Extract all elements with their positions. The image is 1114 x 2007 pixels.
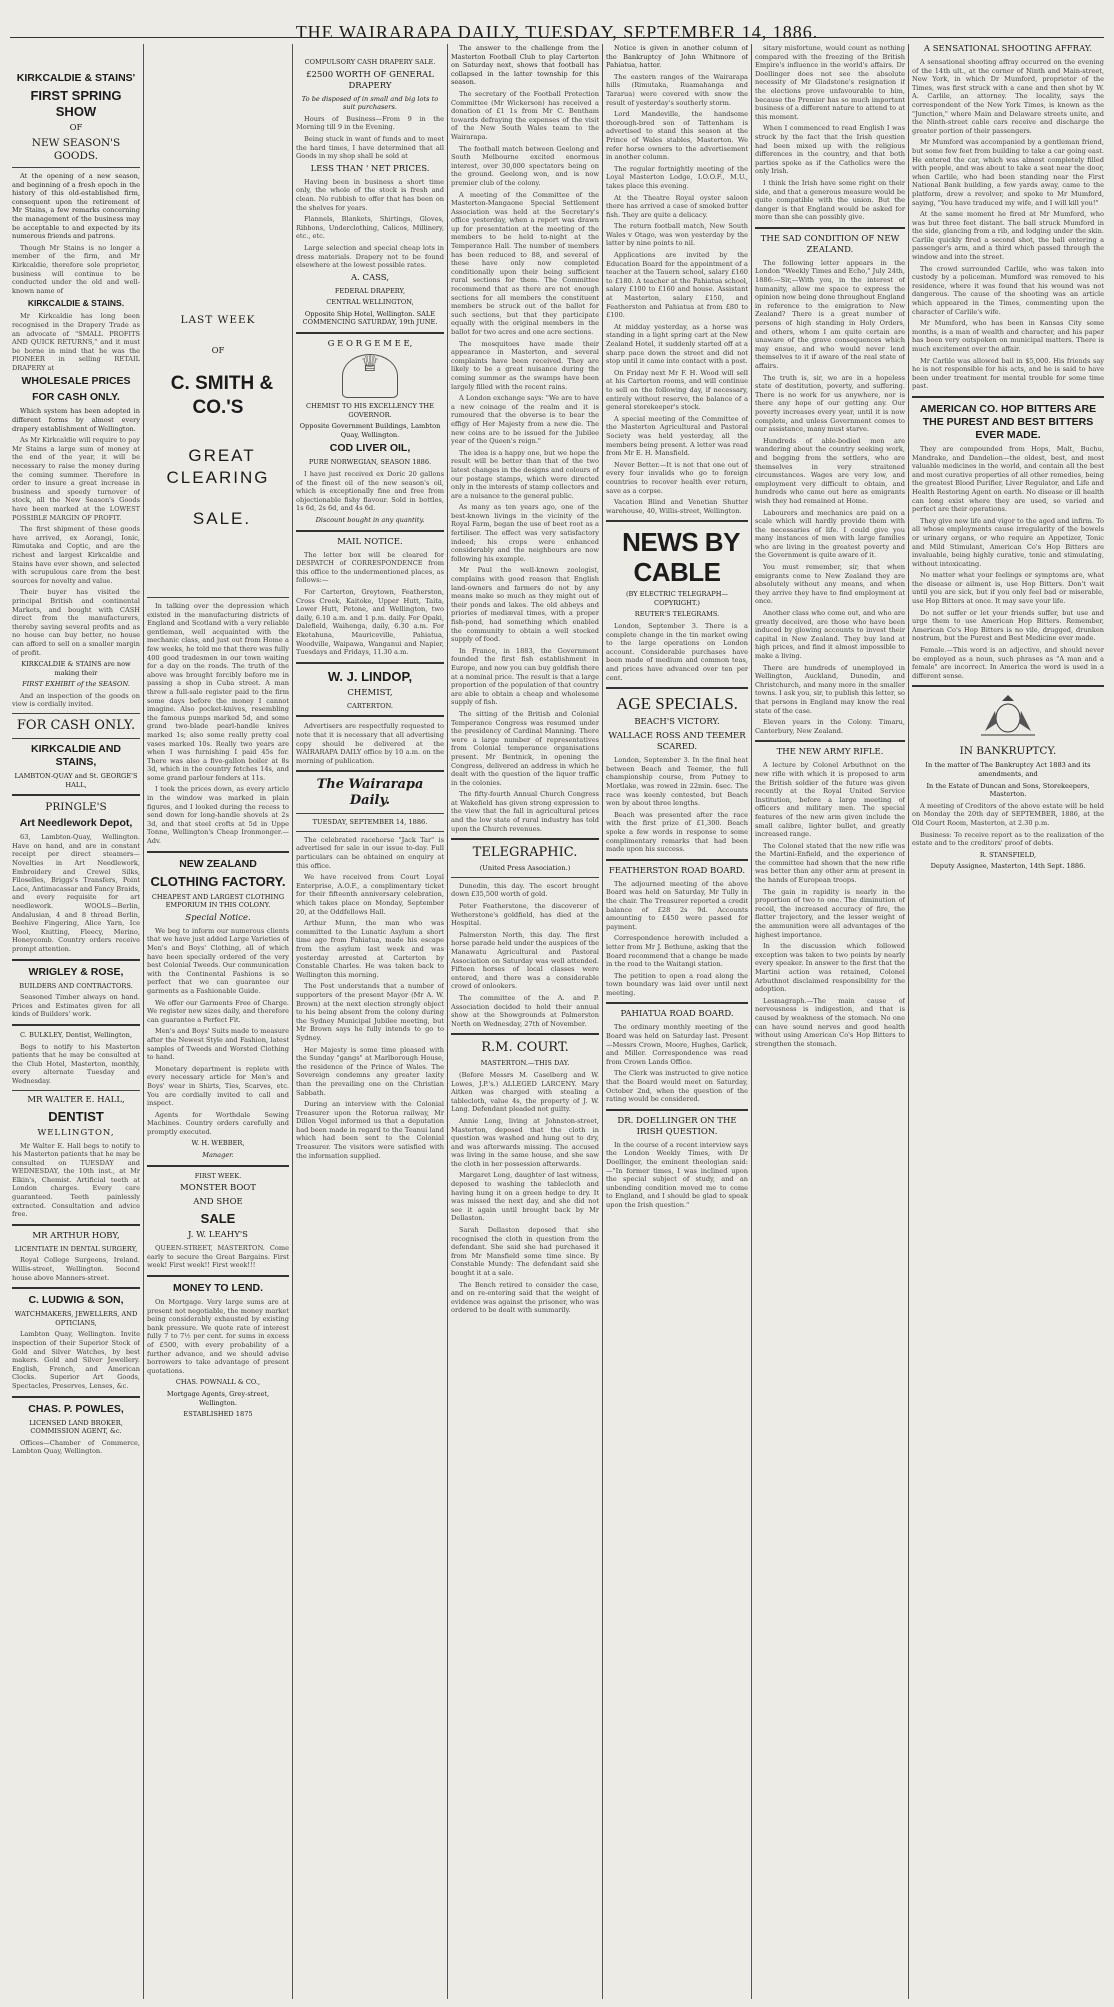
cash-only: FOR CASH ONLY. (32, 391, 120, 404)
wellington: WELLINGTON, (37, 1127, 115, 1138)
federal: FEDERAL DRAPERY, (334, 286, 406, 295)
kirk-name2: KIRKCALDIE & STAINS. (27, 298, 125, 309)
hoby: MR ARTHUR HOBY, (32, 1230, 120, 1241)
column-4: The answer to the challenge from the Masterton Football Club to play Carterton on Saturday next, shows that football has collapsed in the latter township for this season. The secretary of the Football Protection Committee (Mr Wickerson) has received a donation of £1 1s from Mr C. Bentham towards defraying the expenses of the visit of the New South Wales team to the Wairarapa. The football match between Geelong and South Melbourne excited enormous interest, over 30,000 spectators being on the ground. Geelong won, and is now premier club of the colony. A meeting of the Committee of the Masterton-Mangaone Special Settlement Association was held at the Secretary's office yesterday, when a report was drawn up for presentation at the meeting of the members to be held to-night at the Temperance Hall. The number of members has been reduced to 88, and several of these have only now completed conditionally upon their being sufficient rural sections for them. The Committee recommend that as there are not enough sections for all members the constituent members be struck out of the ballot for such sections, but that they participate equally with the original members in the ballot for two acres and one acre sections. The mosquitoes have made their appearance in Masterton, and several complaints have been received. They are likely to be a great nuisance during the coming summer as the swamps have been largely filled with the recent rains. A London exchange says: "We are to have a new coinage of the realm and it is rumoured that the obverse is to bear the effigy of Her Majesty from a new die. The new coins are to be issued for the Jubilee year of the Queen's reign." The idea is a happy one, but we hope the result will be better than that of the two latest changes in the designs and colours of our postage stamps, which were directed only in the interests of stamp collectors and are a nuisance to the general public. As many as ten years ago, one of the best-known livings in the vicinity of the Royal Farm, began the use of beet root as a fertiliser. The effect was very satisfactory indeed; his crops were enhanced considerably and the neighbours are now following his example. Mr Paul the well-known zoologist, complains with good reason that English land-owners and farmers do not by any means make so much as they might out of their ponds and lakes. The old abbeys and priories of mediæval times, with a proper fish-pond, had something which enabled the community to obtain a well stocked supply of food. In France, in 1883, the Government founded the first fish establishment in Europe, and now you can buy goldfish there at a nominal price. The result is that a large proportion of the population of that country are able to obtain a cheap and wholesome supply of fish. The sitting of the British and Colonial Temperance Congress was resumed under the presidency of Cardinal Manning. There were a large number of representatives from Colonial temperance organisations present. Mr Bentnick, in opening the Congress, delivered an address in which he dealt with the question of the liquor traffic in the colonies. The fifty-fourth Annual Church Congress at Wakefield has given strong expression to the view that the fall in agricultural prices and the low state of rural industry has told upon the Church revenues. TELEGRAPHIC. (United Press Association.) Dunedin, this day. The escort brought down £35,500 worth of gold. Peter Featherstone, the discoverer of Wetherstone's goldfield, has died at the Hospital. Palmerston North, this day. The first horse parade held under the auspices of the Manawatu Agricultural and Pastoral Association on Saturday was well attended. Fifteen horses of local classes were entered, and there was a considerable crowd of onlookers. The committee of the A. and P. Association decided to hold their annual show at the Showgrounds at Palmerston North on Wednesday, 27th of November. R.M. COURT. MASTERTON.—THIS DAY. (Before Messrs M. Caselberg and W. Lowes, J.P.'s.) ALLEGED LARCENY. Mary Aitken was charged with stealing a tablecloth, value 4s, the property of J. W. Lang. Defendant pleaded not guilty. Annie Long, living at Johnston-street, Masterton, deposed that the cloth in question was washed and hung out to dry, and was afterwards missing. The accused was living in the same house, and she saw the cloth in her possession afterwards. Margaret Long, daughter of last witness, deposed to washing the tablecloth and having hung it on a green hedge to dry. It was missed the next day, and she did not see it again until brought back by Mr Dellaston. Sarah Dellaston deposed that she recognised the cloth in question from the defendant. She said she had purchased it from Mr Mansfield some time since. By Constable Mundy: The defendant said she bought it at a sale. The Bench retired to consider the case, and on re-entering said that the weight of evidence was against the prisoner, who was ordered to be dealt with summarily. (451, 44, 599, 1315)
cod-liver-oil: COD LIVER OIL, (329, 442, 411, 455)
wholesale: WHOLESALE PRICES (21, 375, 131, 388)
deputy-assignee: Deputy Assignee, Masterton, 14th Sept. 1886. (930, 862, 1086, 871)
col4-intro: The answer to the challenge from the Masterton Football Club to play Carterton on Saturday next, shows that football has collapsed in the latter township for this season. (451, 44, 599, 87)
lewis: C. LUDWIG & SON, (28, 1294, 124, 1307)
column-divider (751, 44, 752, 1999)
masthead (0, 0, 1114, 40)
rm-sub: MASTERTON.—THIS DAY. (480, 1059, 570, 1068)
sensational: A SENSATIONAL SHOOTING AFFRAY. (923, 44, 1093, 54)
kirk-goods: NEW SEASON'S GOODS. (31, 137, 121, 162)
rm-court: R.M. COURT. (481, 1040, 569, 1056)
watchmakers: WATCHMAKERS, JEWELLERS, AND OPTICIANS, (14, 1310, 138, 1327)
royal-arms-icon (973, 693, 1043, 739)
news-by-cable: NEWS BY CABLE (622, 527, 740, 588)
wallace-ross: WALLACE ROSS AND TEEMER SCARED. (608, 731, 746, 753)
for-cash: FOR CASH ONLY. (16, 718, 136, 734)
pahiatua-rb: PAHIATUA ROAD BOARD. (620, 1009, 734, 1020)
dateline: TUESDAY, SEPTEMBER 14, 1886. (312, 818, 428, 827)
kirk-body: At the opening of a new season, and beginning of a fresh epoch in the history of this old-established firm, consequent upon the retirement of Mr Stains, a few remarks concerning the management of the business may be acceptable to and expected by its numerous friends and patrons. (12, 172, 140, 241)
webber: W. H. WEBBER, (191, 1139, 245, 1148)
wrigley: WRIGLEY & ROSE, (28, 965, 124, 978)
masthead-rule (10, 37, 1104, 38)
column-7: A SENSATIONAL SHOOTING AFFRAY. A sensational shooting affray occurred on the evening of the 14th ult., at the corner of Ninth and Main-street, New York, in which Dr Mumford, proprietor of the Times, was first struck with a cane and then shot by W. A. Carlile, an attorney. The locality, says the correspondent of the New York Times, is known as the "Junction," where Main and Delaware streets unite, and the Ninth-street cable cars receive and discharge the greater portion of their passengers. Mr Mumford was accompanied by a gentleman friend, but some few feet from building to take a car going east. He entered the car, which was almost completely filled with people, and was about to take a seat near the door, when Carlile, who had been standing near the First National Bank building, a few yards away, came to the platform, drew a revolver, and spoke to Mr Mumford, saying, "You have traduced my wife, and I will kill you!" At the same moment he fired at Mr Mumford, who was but three feet distant. The ball struck Mumford in the side, glancing from a rib, and lodging under the skin. Carlile quickly fired a second shot, the ball entering a passenger's arm, and a third which passed through the window and into the street. The crowd surrounded Carlile, who was taken into custody by a policeman. Mumford was removed to his residence, where it was found that his wound was not dangerous. The cause of the shooting was an article which appeared in the Times, commenting upon the character of Carlile's wife. Mr Mumford, who has been in Kansas City some months, is a man of wealth and character, and his paper has been very outspoken on municipal matters. There is much excitement over the affair. Mr Carlile was allowed bail in $5,000. His friends say he is not responsible for his acts, and he is said to have been under treatment for mental trouble for some time past. AMERICAN CO. HOP BITTERS ARE THE PUREST AND BEST BITTERS EVER MADE. They are compounded from Hops, Malt, Buchu, Mandrake, and Dandelion—the oldest, best, and most valuable medicines in the world, and contain all the best and most curative properties of all other remedies, being the greatest Blood Purifier, Liver Regulator, and Life and Health Restoring Agent on earth. No disease or ill health can long exist where they are used, so varied and perfect are their operations. They give new life and vigor to the aged and infirm. To all whose employments cause irregularity of the bowels or urinary organs, or who require an Appetizer, Tonic and Mild Stimulant, American Co's Hop Bitters are invaluable, being highly curative, tonic and stimulating, without intoxicating. No matter what your feelings or symptoms are, what the disease or ailment is, use Hop Bitters. Don't wait until you are sick, but if you only feel bad or miserable, use Hop Bitters at once. It may save your life. Do not suffer or let your friends suffer, but use and urge them to use American Hop Bitters. Remember, American Co's Hop Bitters is no vile, drugged, drunken nostrum, but the Purest and Best Medicine ever made. Female.—This word is an adjective, and should never be employed as a noun, such phrases as "A man and a female" are incorrect. In America the word is used in a different sense. IN BANKRUPTCY. In the matter of The Bankruptcy Act 1883 and its amendments, and In the Estate of Duncan and Sons, Storekeepers, Masterton. A meeting of Creditors of the above estate will be held on Monday the 20th day of SEPTEMBER, 1886, at the Old Court Room, Masterton, at 2.30 p.m. Business: To receive report as to the realization of the estate and to the creditors' proof of debts. R. STANSFIELD, Deputy Assignee, Masterton, 14th Sept. 1886. (912, 44, 1104, 871)
less-than: LESS THAN ' NET PRICES. (310, 163, 430, 174)
sad-condition: THE SAD CONDITION OF NEW ZEALAND. (760, 233, 900, 255)
central: CENTRAL WELLINGTON, (326, 298, 414, 307)
sale-title: SALE. (192, 509, 252, 528)
art-needlework: Art Needlework Depot, (19, 817, 133, 830)
pure-norwegian: PURE NORWEGIAN, SEASON 1886. (308, 458, 432, 467)
manager: Manager. (202, 1151, 234, 1160)
builders: BUILDERS AND CONTRACTORS. (19, 981, 133, 990)
last-week: LAST WEEK (180, 314, 256, 326)
wairarapa-daily: The Wairarapa Daily. (316, 777, 424, 809)
special-notice: Special Notice. (185, 912, 251, 923)
bankruptcy-matter: In the matter of The Bankruptcy Act 1883 and its amendments, and (925, 761, 1091, 778)
bankruptcy-estate: In the Estate of Duncan and Sons, Storekeepers, Masterton. (926, 781, 1090, 799)
column-divider (292, 44, 293, 1999)
stansfield: R. STANSFIELD, (979, 850, 1037, 859)
money-to-lend: MONEY TO LEND. (172, 1282, 264, 1295)
licentiate: LICENTIATE IN DENTAL SURGERY, (14, 1244, 138, 1253)
first-exhibit: FIRST EXHIBIT of the SEASON. (22, 680, 130, 689)
kirk-title: KIRKCALDIE & STAINS' (16, 72, 136, 84)
reuter: REUTER'S TELEGRAMS. (634, 610, 720, 619)
chemist-to: CHEMIST TO HIS EXCELLENCY THE GOVERNOR. (306, 402, 434, 419)
column-5: Notice is given in another column of the Bankruptcy of John Whitmore of Pahiatua, hatter. The eastern ranges of the Wairarapa hills (Rimutaka, Ruamahanga and Tararua) were covered with snow the result of yesterday's southerly storm. Lord Mandeville, the handsome thorough-bred son of Tattenham is advertised to stand this season at the Prince of Wales stables, Masterton. We refer horse owners to the advertisement in another column. The regular fortnightly meeting of the Loyal Masterton Lodge, I.O.O.F., M.U., takes place this evening. At the Theatre Royal oyster saloon there has arrived a case of smoked butter fish. They are quite a delicacy. The return football match, New South Wales v Otago, was won yesterday by the latter by nine points to nil. Applications are invited by the Education Board for the appointment of a teacher at the Tauern school, salary £160 to £180. A teacher at the Pahiatua school, salary £100 to £160 and house. Assistant at Masterton, salary £150, and Featherston and Pahiatua at from £80 to £100. At midday yesterday, as a horse was standing in a light spring cart at the New Zealand Hotel, it suddenly started off at a sharp pace down the street and did not stop until it came into contact with a post. On Friday next Mr F. H. Wood will sell at his Carterton rooms, and will continue to sell on the following day, if necessary, entirely without reserve, the balance of a general storekeeper's stock. A special meeting of the Committee of the Masterton Agricultural and Pastoral Society was held yesterday, all the members being present. A letter was read from Mr E. H. Mansfield. Never Better.—It is not that one out of every four invalids who go to foreign countries to recover health ever return, save as a corpse. Vacation Blind and Venetian Shutter warehouse, 40, Willis-street, Wellington. NEWS BY CABLE (BY ELECTRIC TELEGRAPH—COPYRIGHT.) REUTER'S TELEGRAMS. London, September 3. There is a complete change in the tin market owing to the large operations on London account. Considerable purchases have been made of medium and common teas, and prices have advanced over ten per cent. AGE SPECIALS. BEACH'S VICTORY. WALLACE ROSS AND TEEMER SCARED. London, September 3. In the final heat between Beach and Teemer, the full championship course, from Putney to Mortlake, was rowed in 22min. 6sec. The race was keenly contested, but Beach won by about three lengths. Beach was presented after the race with the first prize of £1,300. Beach spoke a few words in response to some complimentary remarks that had been made upon his success. FEATHERSTON ROAD BOARD. The adjourned meeting of the above Board was held on Saturday, Mr Tully in the chair. The Treasurer reported a credit balance of £28 2s 9d. Accounts amounting to £450 were passed for payment. Correspondence herewith included a letter from Mr J. Bethune, asking that the Board recommend that a change be made in the road to the Waitangi station. The petition to open a road along the town boundary was laid over until next meeting. PAHIATUA ROAD BOARD. The ordinary monthly meeting of the Board was held on Saturday last. Present—Messrs Crown, Moore, Hughes, Garlick, and Miller. Correspondence was read from Crown Lands Office. The Clerk was instructed to give notice that the Board would meet on Saturday, October 2nd, when the question of the rating would be considered. DR. DOELLINGER ON THE IRISH QUESTION. In the course of a recent interview says the London Weekly Times, with Dr Doellinger, the eminent theologian said:—"In former times, I was inclined upon the special subject of study, and an unbending condition moved me to come to England, and I should be glad to speak upon the Irish question." (606, 44, 748, 1209)
column-divider (143, 44, 144, 1999)
bulkley: C. BULKLEY, Dentist, Wellington, (20, 1030, 132, 1039)
established: ESTABLISHED 1875 (183, 1410, 253, 1419)
column-divider (602, 44, 603, 1999)
first-week: FIRST WEEK. (194, 1171, 242, 1180)
hall-name: MR WALTER E. HALL, (27, 1094, 125, 1105)
masthead-title: THE WAIRARAPA DAILY, TUESDAY, SEPTEMBER 14, 1886. (295, 22, 819, 42)
royal-crest-icon (342, 354, 398, 398)
powles-sub: LICENSED LAND BROKER, COMMISSION AGENT, &c. (29, 1418, 123, 1436)
cass: A. CASS, (350, 272, 390, 283)
powles: CHAS. P. POWLES, (28, 1402, 124, 1415)
column-1: KIRKCALDIE & STAINS' FIRST SPRING SHOW OF NEW SEASON'S GOODS. At the opening of a new season, and beginning of a fresh epoch in the history of this old-established firm, consequent upon the retirement of Mr Stains, a few remarks concerning the management of the business may be acceptable to and expected by its numerous friends and patrons. Though Mr Stains is no longer a member of the firm, and Mr Kirkcaldie, therefore sole proprietor, business will continue to be conducted under the old and well-known name of KIRKCALDIE & STAINS. Mr Kirkcaldie has long been recognised in the Drapery Trade as an advocate of "SMALL PROFITS AND QUICK RETURNS," and it must be borne in mind that he was the PIONEER in selling RETAIL DRAPERY at WHOLESALE PRICES FOR CASH ONLY. Which system has been adopted in different forms by almost every drapery establishment of Wellington. As Mr Kirkcaldie will require to pay Mr Stains a large sum of money at the end of the year, it will be necessary to raise the money during the coming summer. Therefore in order to insure a great increase in business and speedy turnover of stock, all the New Season's Goods have been marked at the LOWEST POSSIBLE MARGIN OF PROFIT. The first shipment of these goods have arrived, ex Aorangi, Ionic, Rimutaka and Coptic, and are the richest and largest Kirkcaldie and Stains have ever shown, and selected with scrupulous care from the best sources for novelty and value. Their buyer has visited the principal British and continental Markets, and bought with CASH direct from the manufacturers, thereby saving several profits and as no house can buy better, no house can afford to sell on a smaller margin of profit. KIRKCALDIE & STAINS are now making their FIRST EXHIBIT of the SEASON. And an inspection of the goods on view is cordially invited. FOR CASH ONLY. KIRKCALDIE AND STAINS, LAMBTON-QUAY and St. GEORGE'S HALL, PRINGLE'S Art Needlework Depot, 63, Lambton-Quay, Wellington. Have on hand, and are in constant receipt per direct steamers— Novelties in Art Needlework, Embroidery and Crewel Silks, Filoselles, Briggs's Transfers, Point Lace, Antimacassar and Fancy Braids, and every requisite for art needlework. WOOLS—Berlin, Andalusian, 4 and 8 thread Berlin, Beehive Fingering, Alice Yarn, Ice Wool, Knitting, Fleecy, Merino, Honeycomb. Country orders receive prompt attention. WRIGLEY & ROSE, BUILDERS AND CONTRACTORS. Seasoned Timber always on hand. Prices and Estimates given for all kinds of Builders' work. C. BULKLEY, Dentist, Wellington, Begs to notify to his Masterton patients that he may be consulted at the Club Hotel, Masterton, monthly, every alternate Tuesday and Wednesday. MR WALTER E. HALL, DENTIST WELLINGTON, Mr Walter E. Hall begs to notify to his Masterton patients that he may be consulted on TUESDAY and WEDNESDAY, the 10th inst., at Mr Elkin's, Chemist. Artificial teeth at London charges. Every care guaranteed. Teeth painlessly extracted. Consultation and advice free. MR ARTHUR HOBY, LICENTIATE IN DENTAL SURGERY, Royal College Surgeons, Ireland. Willis-street, Wellington. Second house above Manners-street. C. LUDWIG & SON, WATCHMAKERS, JEWELLERS, AND OPTICIANS, Lambton Quay, Wellington. Invite inspection of their Superior Stock of Gold and Silver Watches, by best makers. Gold and Silver Jewellery. English, French, and American Clocks. Superior Art Goods, Spectacles, Preserves, Lenses, &c. CHAS. P. POWLES, LICENSED LAND BROKER, COMMISSION AGENT, &c. Offices—Chamber of Commerce, Lambton Quay, Wellington. (12, 72, 140, 1456)
doellinger: DR. DOELLINGER ON THE IRISH QUESTION. (617, 1115, 737, 1137)
mail-notice: MAIL NOTICE. (337, 536, 403, 547)
american-hop-bitters: AMERICAN CO. HOP BITTERS ARE THE PUREST AND BEST BITTERS EVER MADE. (919, 402, 1097, 441)
column-2: LAST WEEK OF C. SMITH & CO.'S GREAT CLEARING SALE. In talking over the depression which existed in the manufacturing districts of England and Scotland with a very reliable gentleman, well acquainted with the mechanic class, and just out from Home a few weeks, he told me that there was fully 400 good tradesmen in our town waiting for a day on the roads. The truth of the above was brought forcibly before me in passing a shop in Cuba street. A man threw a full-sale register paid to the firm some days before the money I cannot imagine. Also pocket-knives, resembling the famous pumps marked 5d, and some grand two-blade pearl-handle knives marked 1s; also some really pretty coal vases marked 10s. Really two years are when I was furnishing I paid 45s for. There was also a five-gallon boiler at 8s 3d, which in the country fetches 14s, and some grand parlour fenders at 11s. I took the prices down, as every article in the window was marked in plain figures, and I looked during the recess to send down for long-handle shovels at 2s 3d, and that steel crofts at 5d in Uppe Tonne, Wellington's Cheap Ironmonger.—Adv. NEW ZEALAND CLOTHING FACTORY. CHEAPEST AND LARGEST CLOTHING EMPORIUM IN THIS COLONY. Special Notice. We beg to inform our numerous clients that we have just added Large Varieties of Men's and Boys' Clothing, all of which have been specially ordered of the very best Colonial Tweeds. Our communication with the Continental Fashions is so perfect that we can guarantee our garments as a Fashionable Guide. We offer our Garments Free of Charge. We register new sizes daily, and therefore can guarantee a Perfect Fit. Men's and Boys' Suits made to measure after the Newest Style and Fashion, latest samples of Tweeds and Worsted Clothing to hand. Monetary department is replete with every necessary article for Men's and Boys' wear in Shirts, Ties, Scarves, etc. You are cordially invited to call and inspect. Agents for Worthdale Sewing Machines. Country orders carefully and promptly executed. W. H. WEBBER, Manager. FIRST WEEK. MONSTER BOOT AND SHOE SALE J. W. LEAHY'S QUEEN-STREET, MASTERTON. Come early to secure the Great Bargains. First week! First week!! First week!!! MONEY TO LEND. On Mortgage. Very large sums are at present not negotiable, the money market being considerably exhausted by existing bank pressure. We quote rate of interest fully 7 to 7½ per cent. for sums in excess of £500, with every probability of a further advance, and we should advise borrowers to take advantage of present quotations. CHAS. POWNALL & CO., Mortgage Agents, Grey-street, Wellington. ESTABLISHED 1875 (147, 314, 289, 1419)
lindop-chemist: CHEMIST, (347, 687, 393, 698)
dentist: DENTIST (48, 1108, 104, 1124)
column-6: sitary misfortune, would count as nothing compared with the freezing of the British Empire's influence in the world's affairs. Dr Doellinger does not see the absolute necessity of Mr Gladstone's resignation if the elections prove unfavourable to him, because the Premier has so much important business of a different nature to attend to at this moment. When I commenced to read English I was struck by the fact that the Irish question had been mixed up with the religious differences in the country, and that both parties spoke as if the Catholics were the only Irish. I think the Irish have some right on their side, and that a generous measure would be quite compatible with the union. But the danger is that England would be asked for more than she can possibly give. THE SAD CONDITION OF NEW ZEALAND. The following letter appears in the London "Weekly Times and Echo," July 24th, 1886:—Sir,—With you, in the interest of humanity, allow me space to express the opinion now being done throughout England in reference to the emigration to New Zealand? There is a great number of persons of high standing in Holy Orders, and others, whom I am quite certain are unaware of the grave consequences which may ensue, and who would never lend themselves to it if aware of the real state of affairs. The truth is, sir, we are in a hopeless state of destitution, poverty, and suffering. There is no work for us anywhere, nor is there any hope of our getting any. Our poverty increases every year, until it is now complete, and unless Government comes to our assistance, many must starve. Hundreds of able-bodied men are wandering about the country seeking work, and begging from the settlers, who are themselves in very straitened circumstances. Wages are very low, and employment very difficult to obtain, and hundreds who came out here as emigrants wish they had remained at Home. Labourers and mechanics are paid on a scale which will hardly provide them with the necessaries of life. I could give you many instances of men with large families who are living in the greatest poverty and the Government is quite aware of it. You must remember, sir, that when emigrants come to New Zealand they are absolutely without any means, and when they arrive they have to find employment at once. Another class who come out, and who are greatly deceived, are those who have been induced by glowing accounts to invest their capital in New Zealand. They buy land at high prices, and find it almost impossible to make a living. There are hundreds of unemployed in Wellington, Auckland, Dunedin, and Christchurch, and many more in the smaller towns. I ask you, sir, to publish this letter, so that persons in England may know the real state of the case. Eleven years in the Colony. Timaru, Canterbury, New Zealand. THE NEW ARMY RIFLE. A lecture by Colonel Arbuthnot on the new rifle with which it is proposed to arm the British soldier of the future was given recently at the Royal United Service Institution, before a large meeting of officers and military men. The special features of the new arm given include the small calibre, lighter bullet, and greatly increased range. The Colonel stated that the new rifle was the Martini-Enfield, and the experience of the committee had shown that the new rifle was better than any other arm at present in the hands of European troops. The gain in rapidity is nearly in the proportion of two to one. The diminution of recoil, the increased accuracy of fire, the flatter trajectory, and the lesser weight of the ammunition were all advantages of the highest importance. In the discussion which followed exception was taken to two points by nearly every speaker. In answer to the first that the Martini action was retained, Colonel Arbuthnot disclaimed responsibility for the adoption. Lesmagraph.—The main cause of nervousness is indigestion, and that is caused by weakness of the stomach. No one can have sound nerves and good health without using American Co's Hop Bitters to strengthen the stomach. (755, 44, 905, 1048)
column-divider (447, 44, 448, 1999)
bankruptcy: IN BANKRUPTCY. (959, 745, 1057, 758)
lindop-carterton: CARTERTON. (347, 701, 393, 710)
cheapest: CHEAPEST AND LARGEST CLOTHING EMPORIUM IN THIS COLONY. (151, 892, 285, 910)
beach-victory: BEACH'S VICTORY. (634, 717, 720, 728)
kirk-body2: Which system has been adopted in different forms by almost every drapery establishment of Wellington. (12, 407, 140, 433)
sale2: SALE (200, 1211, 236, 1227)
col5-intro: Notice is given in another column of the Bankruptcy of John Whitmore of Pahiatua, hatter. (606, 44, 748, 70)
pringle: PRINGLE'S (45, 801, 107, 814)
column-divider (908, 44, 909, 1999)
pownall: CHAS. POWNALL & CO., (175, 1378, 261, 1387)
george-mee: G E O R G E M E E, (327, 339, 413, 350)
kirk-final: KIRKCALDIE AND STAINS, (30, 743, 122, 769)
lindop: W. J. LINDOP, (327, 668, 413, 684)
telegraphic: TELEGRAPHIC. (472, 845, 578, 861)
compulsory: COMPULSORY CASH DRAPERY SALE. (304, 58, 436, 66)
united-press: (United Press Association.) (479, 864, 571, 873)
featherston-rb: FEATHERSTON ROAD BOARD. (608, 865, 746, 876)
clothing-title: CLOTHING FACTORY. (150, 873, 286, 889)
worth: £2500 WORTH OF GENERAL DRAPERY (306, 69, 434, 91)
nz-title: NEW ZEALAND (179, 857, 257, 870)
column-3: COMPULSORY CASH DRAPERY SALE. £2500 WORTH OF GENERAL DRAPERY To be disposed of in small and big lots to suit purchasers. Hours of Business—From 9 in the Morning till 9 in the Evening. Being stuck in want of funds and to meet the hard times, I have determined that all Goods in my shop shall be sold at LESS THAN ' NET PRICES. Having been in business a short time only, the whole of the stock is fresh and clean. No rubbish to offer that has been on the shelves for years. Flannels, Blankets, Shirtings, Gloves, Ribbons, Underclothing, Calicos, Millinery, etc., etc. Large selection and special cheap lots in dress materials. Drapery not to be found elsewhere at the lowest possible rates. A. CASS, FEDERAL DRAPERY, CENTRAL WELLINGTON, Opposite Ship Hotel, Wellington. SALE COMMENCING SATURDAY, 19th JUNE. G E O R G E M E E, ♕ CHEMIST TO HIS EXCELLENCY THE GOVERNOR. Opposite Government Buildings, Lambton Quay, Wellington. COD LIVER OIL, PURE NORWEGIAN, SEASON 1886. I have just received ex Doric 20 gallons of the finest oil of the new season's oil, which is exceptionally fine and free from objectionable fishy flavour. Sold in bottles, 1s 6d, 2s 6d, and 4s 6d. Discount bought in any quantity. MAIL NOTICE. The letter box will be cleared for DESPATCH of CORRESPONDENCE from this office to the undermentioned places, as follows:— For Carterton, Greytown, Featherston, Cross Creek, Kaitoke, Upper Hutt, Taita, Lower Hutt, Petone, and Wellington, two daily, 6.10 a.m. and 1 p.m. daily. For Opaki, Dalefield, Waihenga, daily, 6.30 a.m. For Eketahuna, Mauriceville, Pahiatua, Woodville, Waipawa, Wanganui and Napier, Tuesdays and Fridays, 11.30 a.m. W. J. LINDOP, CHEMIST, CARTERTON. Advertisers are respectfully requested to note that it is necessary that all advertising copy should be delivered at the WAIRARAPA DAILY office by 10 a.m. on the morning of publication. The Wairarapa Daily. TUESDAY, SEPTEMBER 14, 1886. The celebrated racehorse "Jack Tar" is advertised for sale in our issue to-day. Full particulars can be obtained on enquiry at this office. We have received from Court Loyal Enterprise, A.O.F., a complimentary ticket for their fifteenth anniversary celebration, which takes place on Monday, September 20, at the Oddfellows Hall. Arthur Munn, the man who was committed to the Lunatic Asylum a short time ago from Pahiatua, made his escape from the asylum last week and was yesterday arrested at Carterton by Constable Charles. He was taken back to Wellington this morning. The Post understands that a number of supporters of the present Mayor (Mr A. W. Brown) at the next election strongly object to his being absent from the colony during the Sydney Municipal Jubilee meeting, but Mr Brown says he fully intends to go to Sydney. Her Majesty is some time pleased with the Sunday "gangs" at Marlborough House, the residence of the Prince of Wales. The Sovereign condemns any greater laxity than the prevailing one on the Christian Sabbath. During an interview with the Colonial Treasurer upon the Rotorua railway, Mr Dillon Vogel informed us that a deputation had been made in regard to the Teanui land which had been sent to the Colonial Treasurer. The visitors were satisfied with the information supplied. (296, 44, 444, 2001)
great-clearing: GREAT CLEARING (166, 446, 270, 487)
leahy: J. W. LEAHY'S (188, 1230, 248, 1241)
news-sub: (BY ELECTRIC TELEGRAPH—COPYRIGHT.) (625, 590, 729, 607)
kirk-of: OF (69, 123, 83, 133)
smith-title: C. SMITH & CO.'S (170, 373, 274, 418)
and-shoe: AND SHOE (193, 1197, 243, 1208)
smith-of: OF (211, 346, 225, 356)
lambton: LAMBTON-QUAY and St. GEORGE'S HALL, (14, 772, 138, 789)
kirk-show: FIRST SPRING SHOW (30, 88, 122, 119)
army-rifle: THE NEW ARMY RIFLE. (776, 747, 884, 758)
monster: MONSTER BOOT (180, 1183, 256, 1194)
age-specials: AGE SPECIALS. (616, 694, 738, 714)
